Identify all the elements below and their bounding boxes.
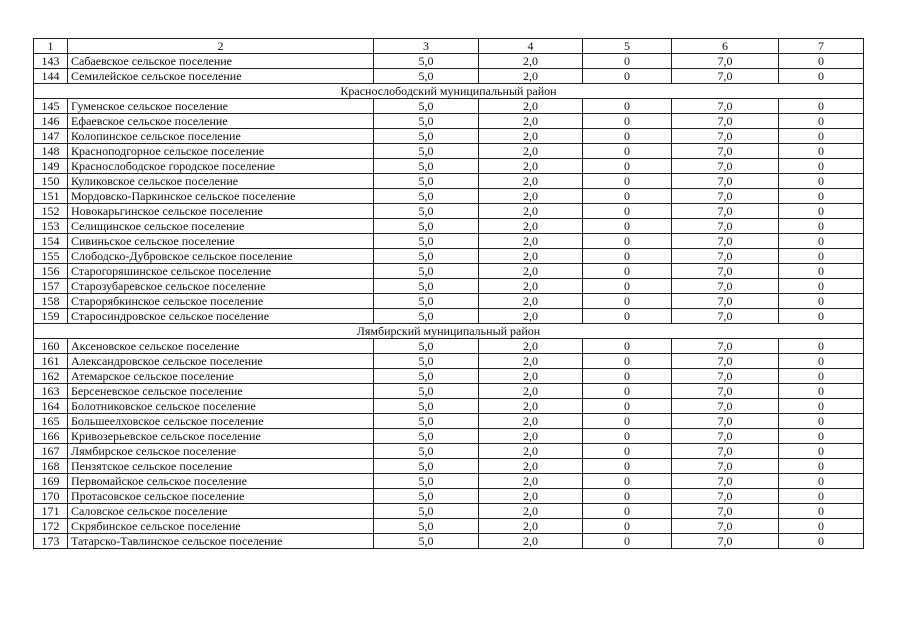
- value-cell: 0: [583, 339, 672, 354]
- settlement-name-cell: Старосиндровское сельское поселение: [68, 309, 374, 324]
- value-cell: 2,0: [479, 354, 583, 369]
- value-cell: 0: [583, 414, 672, 429]
- value-cell: 7,0: [672, 174, 779, 189]
- value-cell: 5,0: [374, 489, 479, 504]
- value-cell: 7,0: [672, 189, 779, 204]
- value-cell: 0: [779, 459, 864, 474]
- value-cell: 0: [779, 99, 864, 114]
- table-row: [34, 474, 864, 489]
- value-cell: 7,0: [672, 54, 779, 69]
- row-number-cell: 170: [34, 489, 68, 504]
- table-row: [34, 204, 864, 219]
- value-cell: 7,0: [672, 399, 779, 414]
- value-cell: 0: [583, 369, 672, 384]
- value-cell: 2,0: [479, 534, 583, 549]
- value-cell: 0: [779, 429, 864, 444]
- table-row: [34, 444, 864, 459]
- value-cell: 2,0: [479, 339, 583, 354]
- settlement-name-cell: Колопинское сельское поселение: [68, 129, 374, 144]
- section-header-row: [34, 324, 864, 339]
- table-row: [34, 234, 864, 249]
- value-cell: 2,0: [479, 54, 583, 69]
- row-number-cell: 158: [34, 294, 68, 309]
- table-row: [34, 144, 864, 159]
- row-number-cell: 173: [34, 534, 68, 549]
- value-cell: 2,0: [479, 414, 583, 429]
- district-title: Краснослободский муниципальный район: [34, 84, 864, 99]
- row-number-cell: 163: [34, 384, 68, 399]
- value-cell: 7,0: [672, 204, 779, 219]
- value-cell: 2,0: [479, 159, 583, 174]
- row-number-cell: 152: [34, 204, 68, 219]
- table-row: [34, 489, 864, 504]
- value-cell: 7,0: [672, 339, 779, 354]
- value-cell: 0: [779, 384, 864, 399]
- value-cell: 5,0: [374, 159, 479, 174]
- value-cell: 5,0: [374, 219, 479, 234]
- value-cell: 0: [779, 414, 864, 429]
- value-cell: 5,0: [374, 204, 479, 219]
- value-cell: 2,0: [479, 294, 583, 309]
- value-cell: 2,0: [479, 114, 583, 129]
- table-row: [34, 534, 864, 549]
- value-cell: 5,0: [374, 339, 479, 354]
- section-header-row: [34, 84, 864, 99]
- value-cell: 7,0: [672, 159, 779, 174]
- value-cell: 0: [779, 234, 864, 249]
- settlement-name-cell: Скрябинское сельское поселение: [68, 519, 374, 534]
- value-cell: 2,0: [479, 219, 583, 234]
- value-cell: 5,0: [374, 114, 479, 129]
- value-cell: 7,0: [672, 294, 779, 309]
- value-cell: 2,0: [479, 369, 583, 384]
- value-cell: 2,0: [479, 129, 583, 144]
- value-cell: 5,0: [374, 399, 479, 414]
- value-cell: 0: [779, 399, 864, 414]
- value-cell: 7,0: [672, 279, 779, 294]
- value-cell: 7,0: [672, 474, 779, 489]
- settlement-name-cell: Сивиньское сельское поселение: [68, 234, 374, 249]
- value-cell: 2,0: [479, 264, 583, 279]
- row-number-cell: 148: [34, 144, 68, 159]
- value-cell: 7,0: [672, 444, 779, 459]
- value-cell: 0: [779, 264, 864, 279]
- value-cell: 7,0: [672, 519, 779, 534]
- row-number-cell: 172: [34, 519, 68, 534]
- settlement-name-cell: Селищинское сельское поселение: [68, 219, 374, 234]
- table-row: [34, 399, 864, 414]
- settlement-name-cell: Семилейское сельское поселение: [68, 69, 374, 84]
- value-cell: 0: [779, 369, 864, 384]
- settlement-name-cell: Александровское сельское поселение: [68, 354, 374, 369]
- row-number-cell: 157: [34, 279, 68, 294]
- value-cell: 2,0: [479, 69, 583, 84]
- value-cell: 2,0: [479, 474, 583, 489]
- value-cell: 0: [779, 114, 864, 129]
- row-number-cell: 162: [34, 369, 68, 384]
- table-row: [34, 309, 864, 324]
- value-cell: 0: [583, 234, 672, 249]
- settlement-name-cell: Гуменское сельское поселение: [68, 99, 374, 114]
- settlement-name-cell: Красноподгорное сельское поселение: [68, 144, 374, 159]
- value-cell: 0: [583, 264, 672, 279]
- value-cell: 2,0: [479, 309, 583, 324]
- value-cell: 2,0: [479, 99, 583, 114]
- row-number-cell: 153: [34, 219, 68, 234]
- value-cell: 0: [583, 354, 672, 369]
- value-cell: 0: [779, 204, 864, 219]
- value-cell: 5,0: [374, 429, 479, 444]
- value-cell: 5,0: [374, 69, 479, 84]
- value-cell: 2,0: [479, 429, 583, 444]
- value-cell: 5,0: [374, 309, 479, 324]
- column-header: 6: [672, 39, 779, 54]
- value-cell: 0: [583, 429, 672, 444]
- value-cell: 0: [779, 279, 864, 294]
- table-row: [34, 414, 864, 429]
- value-cell: 5,0: [374, 459, 479, 474]
- table-row: [34, 459, 864, 474]
- row-number-cell: 150: [34, 174, 68, 189]
- table-row: [34, 294, 864, 309]
- value-cell: 0: [779, 534, 864, 549]
- table-row: [34, 219, 864, 234]
- table-row: [34, 189, 864, 204]
- value-cell: 2,0: [479, 174, 583, 189]
- settlement-name-cell: Болотниковское сельское поселение: [68, 399, 374, 414]
- table-body: [34, 54, 864, 549]
- settlement-name-cell: Пензятское сельское поселение: [68, 459, 374, 474]
- value-cell: 0: [583, 69, 672, 84]
- column-header: 2: [68, 39, 374, 54]
- table-row: [34, 519, 864, 534]
- value-cell: 5,0: [374, 264, 479, 279]
- value-cell: 0: [779, 69, 864, 84]
- value-cell: 7,0: [672, 369, 779, 384]
- row-number-cell: 155: [34, 249, 68, 264]
- column-header: 1: [34, 39, 68, 54]
- row-number-cell: 146: [34, 114, 68, 129]
- value-cell: 0: [779, 129, 864, 144]
- settlement-name-cell: Татарско-Тавлинское сельское поселение: [68, 534, 374, 549]
- value-cell: 7,0: [672, 504, 779, 519]
- row-number-cell: 147: [34, 129, 68, 144]
- value-cell: 5,0: [374, 444, 479, 459]
- value-cell: 7,0: [672, 234, 779, 249]
- value-cell: 0: [583, 129, 672, 144]
- value-cell: 0: [583, 384, 672, 399]
- value-cell: 5,0: [374, 369, 479, 384]
- value-cell: 5,0: [374, 504, 479, 519]
- value-cell: 7,0: [672, 264, 779, 279]
- value-cell: 2,0: [479, 519, 583, 534]
- table-row: [34, 384, 864, 399]
- value-cell: 0: [583, 219, 672, 234]
- settlement-name-cell: Большеелховское сельское поселение: [68, 414, 374, 429]
- value-cell: 2,0: [479, 144, 583, 159]
- row-number-cell: 144: [34, 69, 68, 84]
- value-cell: 7,0: [672, 219, 779, 234]
- settlement-name-cell: Слободско-Дубровское сельское поселение: [68, 249, 374, 264]
- value-cell: 5,0: [374, 249, 479, 264]
- value-cell: 0: [779, 339, 864, 354]
- table-row: [34, 99, 864, 114]
- value-cell: 2,0: [479, 444, 583, 459]
- value-cell: 0: [779, 309, 864, 324]
- settlement-name-cell: Куликовское сельское поселение: [68, 174, 374, 189]
- settlement-name-cell: Старозубаревское сельское поселение: [68, 279, 374, 294]
- value-cell: 5,0: [374, 174, 479, 189]
- value-cell: 0: [583, 189, 672, 204]
- value-cell: 7,0: [672, 144, 779, 159]
- value-cell: 7,0: [672, 384, 779, 399]
- value-cell: 0: [583, 204, 672, 219]
- row-number-cell: 169: [34, 474, 68, 489]
- value-cell: 7,0: [672, 354, 779, 369]
- row-number-cell: 168: [34, 459, 68, 474]
- value-cell: 2,0: [479, 459, 583, 474]
- value-cell: 2,0: [479, 489, 583, 504]
- table-row: [34, 249, 864, 264]
- value-cell: 7,0: [672, 429, 779, 444]
- value-cell: 2,0: [479, 234, 583, 249]
- value-cell: 7,0: [672, 69, 779, 84]
- value-cell: 0: [583, 114, 672, 129]
- table-header-row: [34, 39, 864, 54]
- row-number-cell: 149: [34, 159, 68, 174]
- value-cell: 0: [583, 144, 672, 159]
- value-cell: 0: [583, 279, 672, 294]
- value-cell: 0: [583, 294, 672, 309]
- settlement-name-cell: Краснослободское городское поселение: [68, 159, 374, 174]
- value-cell: 5,0: [374, 129, 479, 144]
- table-row: [34, 279, 864, 294]
- value-cell: 7,0: [672, 129, 779, 144]
- settlement-name-cell: Старорябкинское сельское поселение: [68, 294, 374, 309]
- value-cell: 0: [583, 399, 672, 414]
- settlement-name-cell: Мордовско-Паркинское сельское поселение: [68, 189, 374, 204]
- column-header: 7: [779, 39, 864, 54]
- settlement-name-cell: Ефаевское сельское поселение: [68, 114, 374, 129]
- value-cell: 2,0: [479, 279, 583, 294]
- value-cell: 0: [583, 54, 672, 69]
- settlement-name-cell: Лямбирское сельское поселение: [68, 444, 374, 459]
- value-cell: 0: [583, 519, 672, 534]
- value-cell: 7,0: [672, 489, 779, 504]
- value-cell: 5,0: [374, 414, 479, 429]
- settlement-name-cell: Старогоряшинское сельское поселение: [68, 264, 374, 279]
- value-cell: 5,0: [374, 144, 479, 159]
- district-title: Лямбирский муниципальный район: [34, 324, 864, 339]
- value-cell: 7,0: [672, 414, 779, 429]
- value-cell: 0: [583, 159, 672, 174]
- value-cell: 0: [583, 504, 672, 519]
- row-number-cell: 145: [34, 99, 68, 114]
- settlement-name-cell: Атемарское сельское поселение: [68, 369, 374, 384]
- value-cell: 5,0: [374, 99, 479, 114]
- value-cell: 5,0: [374, 234, 479, 249]
- value-cell: 5,0: [374, 474, 479, 489]
- settlement-name-cell: Берсеневское сельское поселение: [68, 384, 374, 399]
- table-row: [34, 114, 864, 129]
- table-row: [34, 69, 864, 84]
- table-row: [34, 339, 864, 354]
- value-cell: 0: [779, 144, 864, 159]
- row-number-cell: 171: [34, 504, 68, 519]
- row-number-cell: 159: [34, 309, 68, 324]
- row-number-cell: 167: [34, 444, 68, 459]
- value-cell: 5,0: [374, 54, 479, 69]
- table-row: [34, 174, 864, 189]
- value-cell: 7,0: [672, 534, 779, 549]
- settlement-name-cell: Сабаевское сельское поселение: [68, 54, 374, 69]
- value-cell: 0: [583, 474, 672, 489]
- value-cell: 5,0: [374, 534, 479, 549]
- value-cell: 2,0: [479, 384, 583, 399]
- value-cell: 7,0: [672, 249, 779, 264]
- row-number-cell: 151: [34, 189, 68, 204]
- data-table: [33, 38, 864, 549]
- value-cell: 0: [583, 174, 672, 189]
- settlement-name-cell: Саловское сельское поселение: [68, 504, 374, 519]
- value-cell: 7,0: [672, 309, 779, 324]
- value-cell: 0: [779, 354, 864, 369]
- row-number-cell: 156: [34, 264, 68, 279]
- value-cell: 2,0: [479, 249, 583, 264]
- value-cell: 2,0: [479, 204, 583, 219]
- value-cell: 7,0: [672, 459, 779, 474]
- value-cell: 7,0: [672, 114, 779, 129]
- table-row: [34, 504, 864, 519]
- value-cell: 0: [779, 489, 864, 504]
- settlement-name-cell: Новокарьгинское сельское поселение: [68, 204, 374, 219]
- table-row: [34, 129, 864, 144]
- row-number-cell: 160: [34, 339, 68, 354]
- value-cell: 0: [583, 459, 672, 474]
- row-number-cell: 166: [34, 429, 68, 444]
- value-cell: 0: [779, 54, 864, 69]
- value-cell: 0: [779, 474, 864, 489]
- value-cell: 0: [779, 294, 864, 309]
- settlement-name-cell: Протасовское сельское поселение: [68, 489, 374, 504]
- value-cell: 0: [583, 534, 672, 549]
- value-cell: 0: [779, 504, 864, 519]
- row-number-cell: 164: [34, 399, 68, 414]
- settlement-name-cell: Первомайское сельское поселение: [68, 474, 374, 489]
- value-cell: 2,0: [479, 399, 583, 414]
- value-cell: 5,0: [374, 294, 479, 309]
- column-header: 5: [583, 39, 672, 54]
- value-cell: 5,0: [374, 279, 479, 294]
- value-cell: 5,0: [374, 384, 479, 399]
- row-number-cell: 143: [34, 54, 68, 69]
- table-row: [34, 429, 864, 444]
- value-cell: 0: [583, 99, 672, 114]
- table-row: [34, 354, 864, 369]
- row-number-cell: 161: [34, 354, 68, 369]
- row-number-cell: 154: [34, 234, 68, 249]
- value-cell: 0: [779, 519, 864, 534]
- value-cell: 0: [779, 189, 864, 204]
- value-cell: 0: [583, 444, 672, 459]
- value-cell: 7,0: [672, 99, 779, 114]
- table-row: [34, 54, 864, 69]
- value-cell: 0: [583, 489, 672, 504]
- settlement-name-cell: Кривозерьевское сельское поселение: [68, 429, 374, 444]
- table-row: [34, 159, 864, 174]
- settlement-name-cell: Аксеновское сельское поселение: [68, 339, 374, 354]
- value-cell: 0: [779, 174, 864, 189]
- value-cell: 2,0: [479, 189, 583, 204]
- value-cell: 0: [583, 309, 672, 324]
- value-cell: 5,0: [374, 189, 479, 204]
- value-cell: 5,0: [374, 354, 479, 369]
- value-cell: 0: [779, 444, 864, 459]
- value-cell: 0: [779, 219, 864, 234]
- table-row: [34, 369, 864, 384]
- table-row: [34, 264, 864, 279]
- value-cell: 0: [779, 249, 864, 264]
- value-cell: 2,0: [479, 504, 583, 519]
- row-number-cell: 165: [34, 414, 68, 429]
- value-cell: 0: [779, 159, 864, 174]
- value-cell: 5,0: [374, 519, 479, 534]
- value-cell: 0: [583, 249, 672, 264]
- column-header: 3: [374, 39, 479, 54]
- column-header: 4: [479, 39, 583, 54]
